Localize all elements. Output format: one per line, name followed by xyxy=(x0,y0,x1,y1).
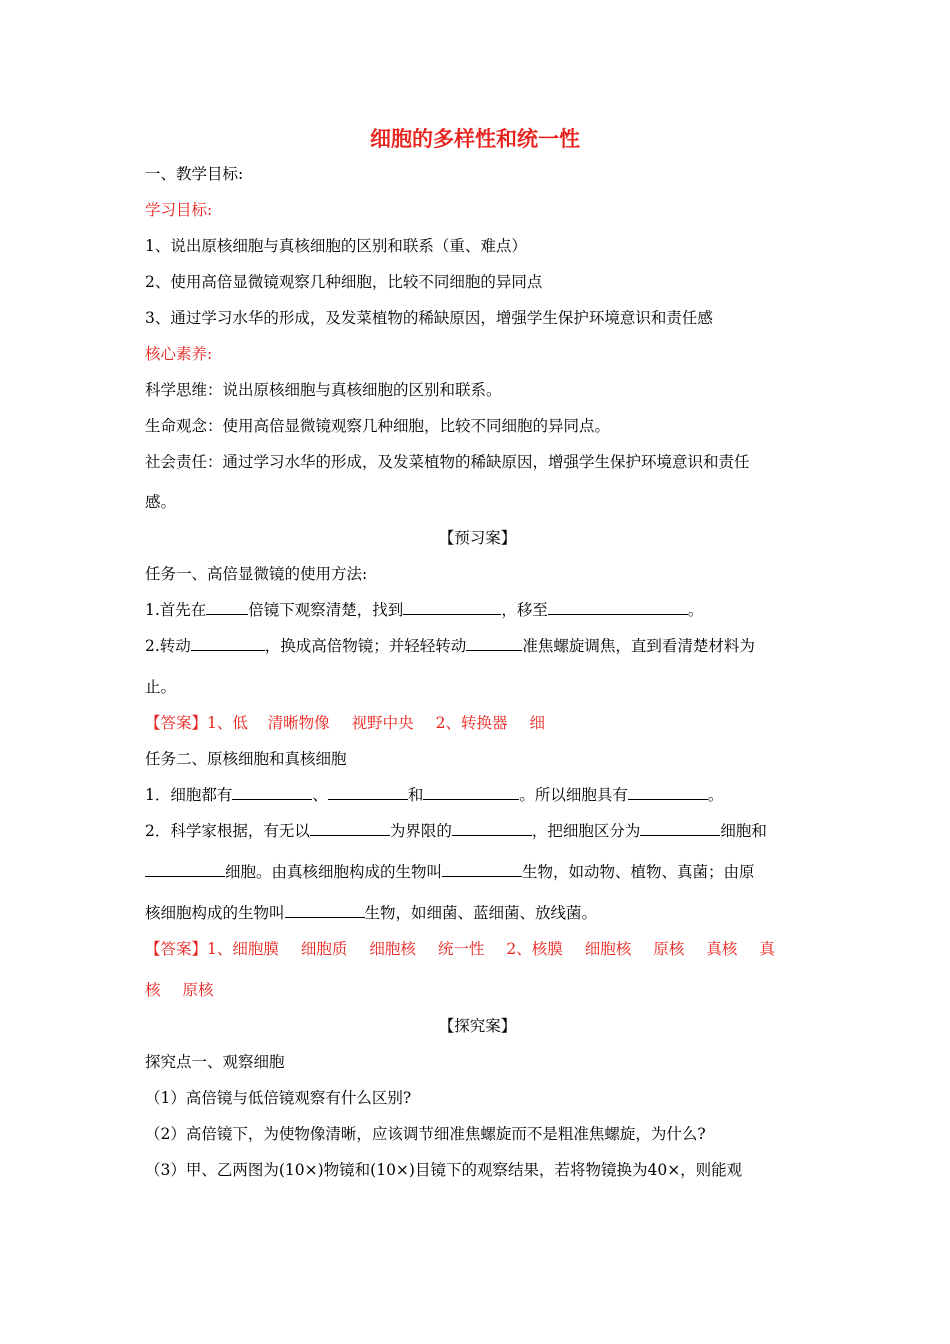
task2-item2: 2．科学家根据，有无以 为界限的 ，把细胞区分为 细胞和 xyxy=(145,822,767,840)
blank-field[interactable] xyxy=(145,862,225,877)
blank-field[interactable] xyxy=(548,600,688,615)
task1-item1: 1.首先在 倍镜下观察清楚，找到 ，移至 。 xyxy=(145,601,704,619)
explore-point-title: 探究点一、观察细胞 xyxy=(145,1053,285,1071)
blank-field[interactable] xyxy=(310,821,390,836)
blank-field[interactable] xyxy=(232,785,312,800)
section-heading: 一、教学目标: xyxy=(145,165,244,183)
explore-question-2: （2）高倍镜下，为使物像清晰，应该调节细准焦螺旋而不是粗准焦螺旋，为什么? xyxy=(145,1125,706,1143)
blank-field[interactable] xyxy=(285,903,365,918)
blank-field[interactable] xyxy=(442,862,522,877)
task1-item2: 2.转动 ，换成高倍物镜；并轻轻转动 准焦螺旋调焦，直到看清楚材料为 xyxy=(145,637,755,655)
explore-question-3: （3）甲、乙两图为(10×)物镜和(10×)目镜下的观察结果，若将物镜换为40×，则能观 xyxy=(145,1161,743,1179)
learning-goals-heading: 学习目标: xyxy=(145,201,213,219)
page-title: 细胞的多样性和统一性 xyxy=(370,127,580,151)
core-literacy-3-cont: 感。 xyxy=(145,493,177,511)
task1-title: 任务一、高倍显微镜的使用方法: xyxy=(145,565,368,583)
task1-answer: 【答案】1、低 清晰物像 视野中央 2、转换器 细 xyxy=(145,714,546,732)
blank-field[interactable] xyxy=(403,600,501,615)
core-literacy-heading: 核心素养: xyxy=(145,345,213,363)
blank-field[interactable] xyxy=(191,636,265,651)
task2-item1: 1．细胞都有 、 和 。所以细胞具有 。 xyxy=(145,786,724,804)
explore-question-1: （1）高倍镜与低倍镜观察有什么区别? xyxy=(145,1089,412,1107)
core-literacy-3: 社会责任：通过学习水华的形成，及发菜植物的稀缺原因，增强学生保护环境意识和责任 xyxy=(145,453,750,471)
core-literacy-1: 科学思维：说出原核细胞与真核细胞的区别和联系。 xyxy=(145,381,502,399)
explore-heading: 【探究案】 xyxy=(438,1017,517,1035)
task2-item2-cont: 细胞。由真核细胞构成的生物叫 生物，如动物、植物、真菌；由原 xyxy=(145,862,810,882)
blank-field[interactable] xyxy=(423,785,519,800)
task2-answer-cont: 核 原核 xyxy=(145,981,214,999)
blank-field[interactable] xyxy=(206,600,248,615)
learning-goal-1: 1、说出原核细胞与真核细胞的区别和联系（重、难点） xyxy=(145,237,527,255)
blank-field[interactable] xyxy=(628,785,708,800)
task2-answer: 【答案】1、细胞膜 细胞质 细胞核 统一性 2、核膜 细胞核 原核 真核 真 xyxy=(145,940,775,958)
blank-field[interactable] xyxy=(452,821,532,836)
learning-goal-2: 2、使用高倍显微镜观察几种细胞，比较不同细胞的异同点 xyxy=(145,273,543,291)
core-literacy-2: 生命观念：使用高倍显微镜观察几种细胞，比较不同细胞的异同点。 xyxy=(145,417,611,435)
learning-goal-3: 3、通过学习水华的形成，及发菜植物的稀缺原因，增强学生保护环境意识和责任感 xyxy=(145,309,713,327)
blank-field[interactable] xyxy=(640,821,720,836)
task2-item2-cont2: 核细胞构成的生物叫 生物，如细菌、蓝细菌、放线菌。 xyxy=(145,904,598,922)
task2-title: 任务二、原核细胞和真核细胞 xyxy=(145,750,347,768)
blank-field[interactable] xyxy=(328,785,408,800)
preview-heading: 【预习案】 xyxy=(438,529,517,547)
blank-field[interactable] xyxy=(466,636,522,651)
task1-item2-cont: 止。 xyxy=(145,678,177,696)
